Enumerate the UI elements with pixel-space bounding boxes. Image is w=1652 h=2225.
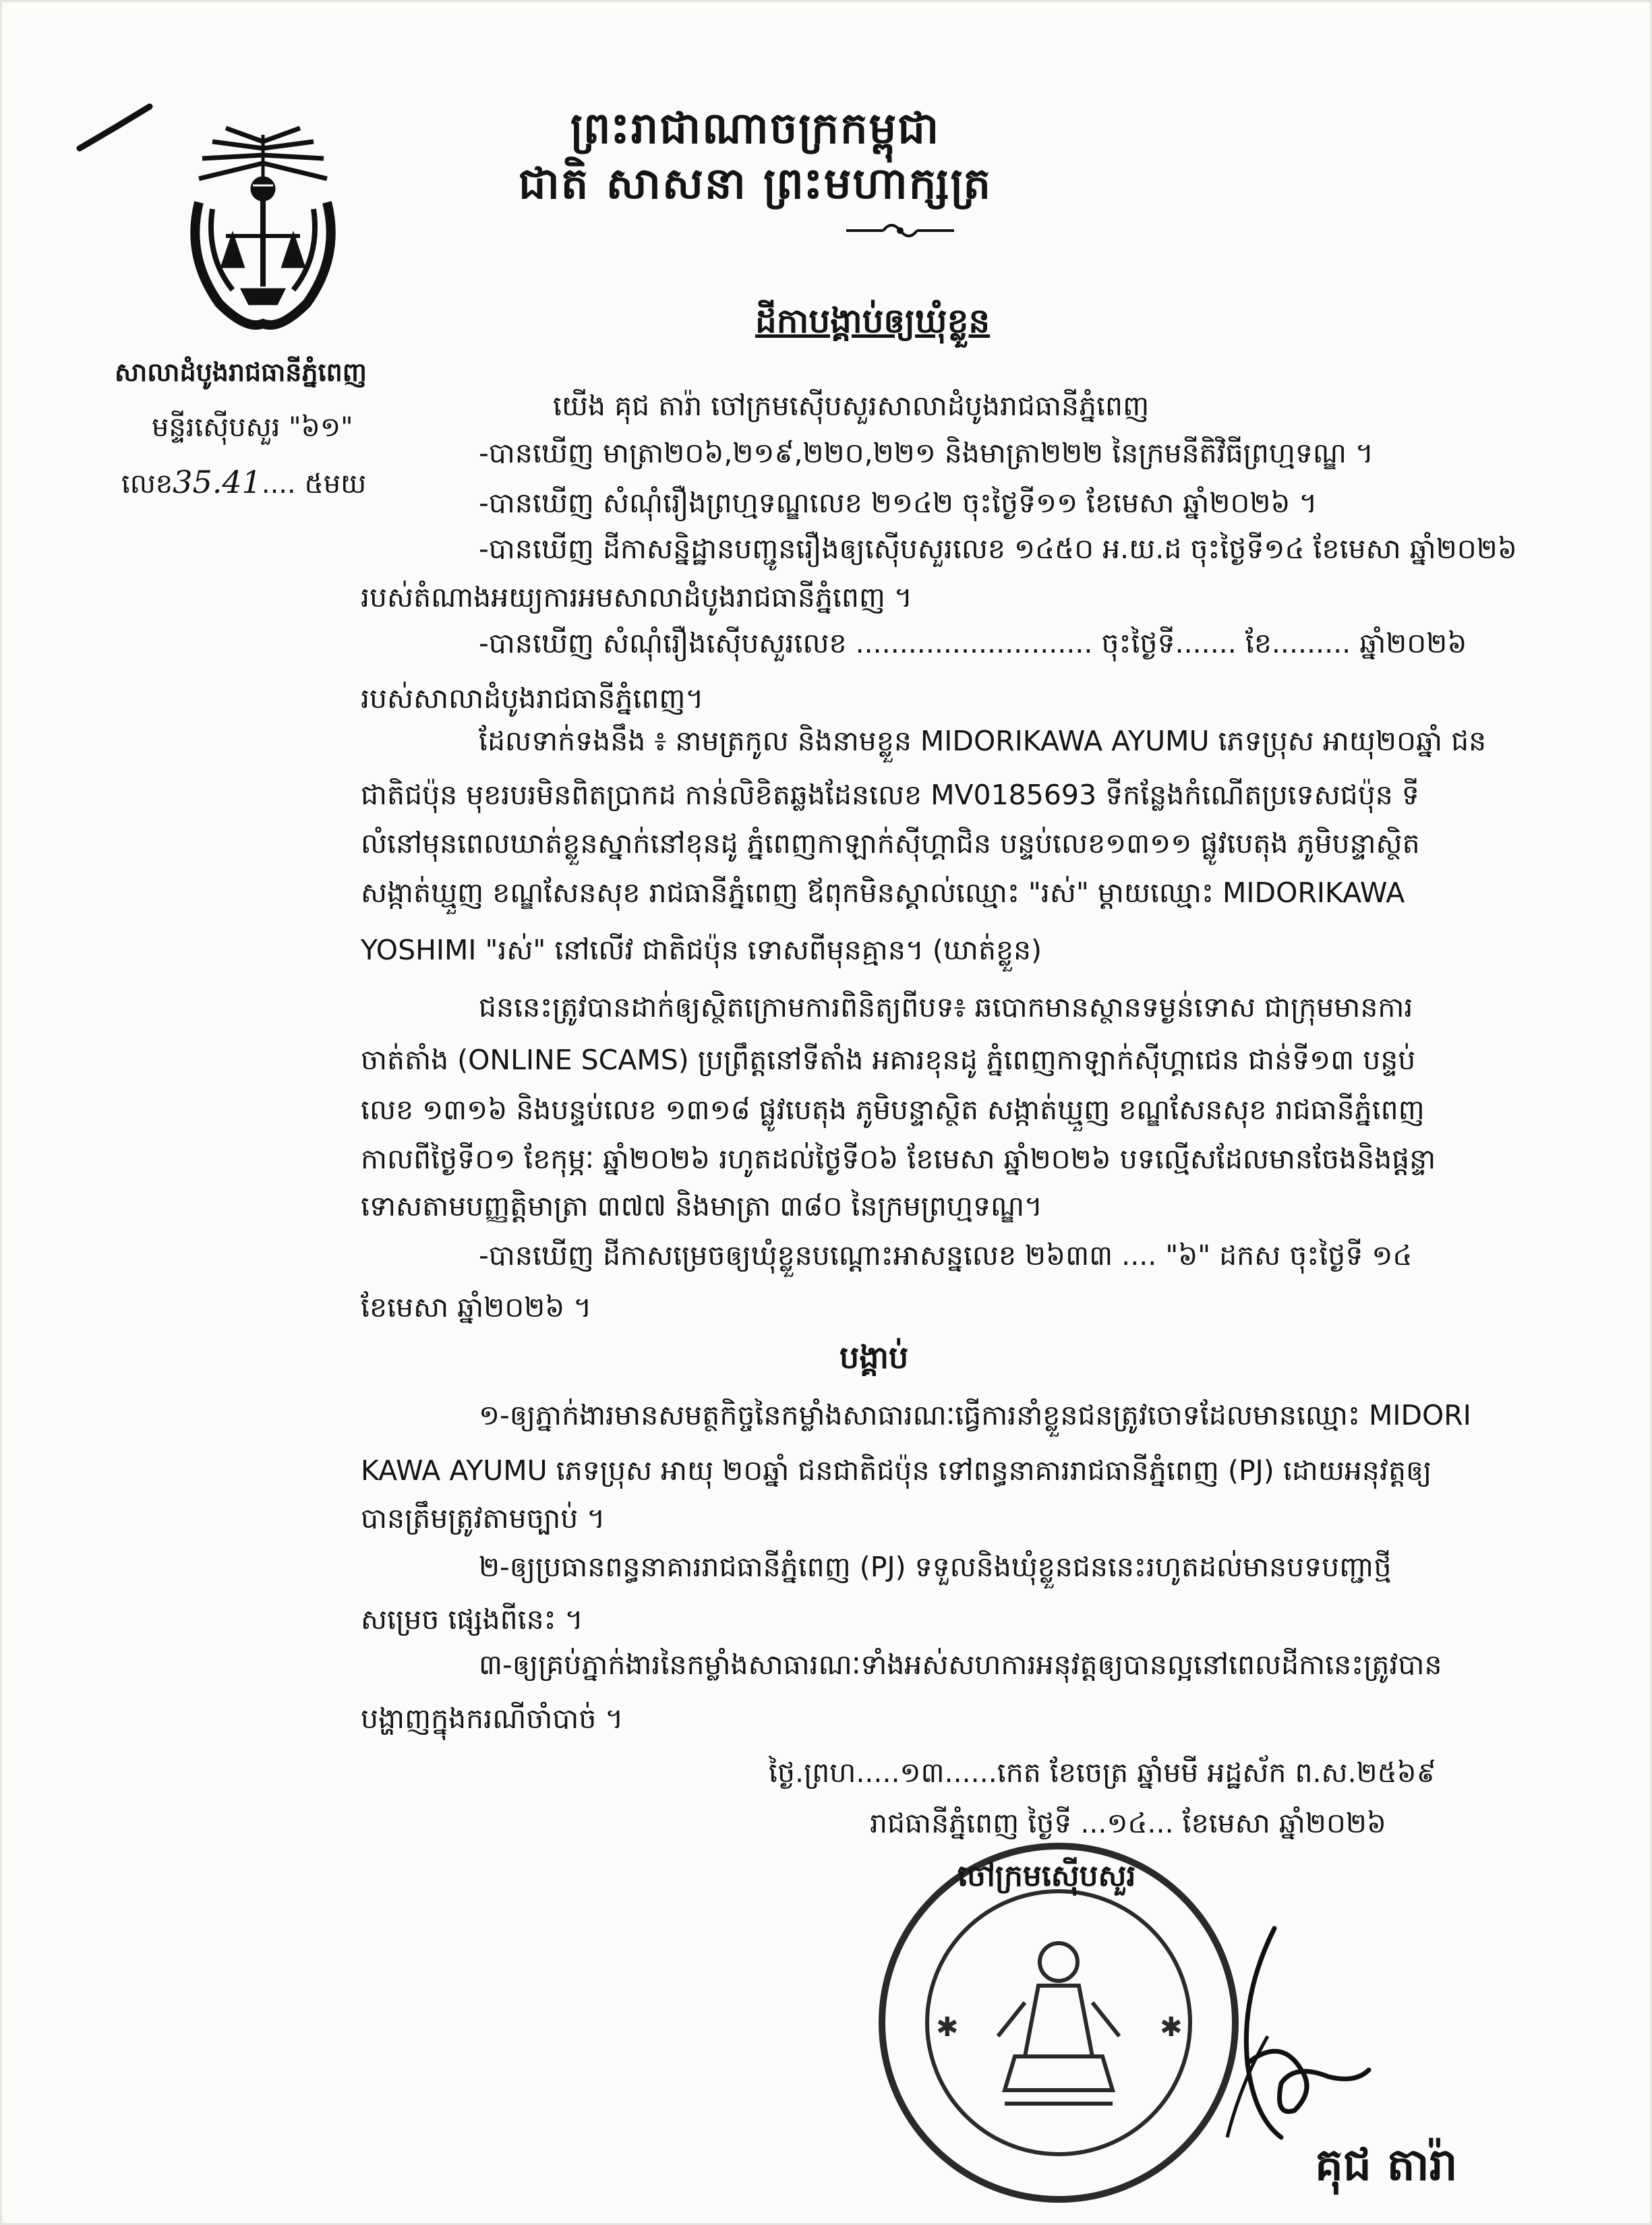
body-line-intro: យើង គុជ តារ៉ា ចៅក្រមស៊ើបសួរសាលាដំបូងរាជធានីភ្នំពេញ [553, 390, 1150, 422]
body-line: ទោសតាមបញ្ញត្តិមាត្រា ៣៧៧ និងមាត្រា ៣៨០ នៃក្រមព្រហ្មទណ្ឌ។ [361, 1190, 1043, 1222]
body-line: -បានឃើញ ដីកាសម្រេចឲ្យឃុំខ្លួនបណ្ដោះអាសន្នលេខ ២៦៣៣ .... "៦" ដកស ចុះថ្ងៃទី ១៤ [479, 1239, 1413, 1272]
body-line: របស់សាលាដំបូងរាជធានីភ្នំពេញ។ [361, 682, 704, 715]
pen-mark-icon [74, 101, 155, 155]
divider-ornament-icon [843, 217, 957, 244]
body-line: ចាត់តាំង (ONLINE SCAMS) ប្រព្រឹត្តនៅទីតាំង អគារខុនដូ ភ្នំពេញកាឡាក់ស៊ីហ្គាជេន ជាន់ទី១៣ បន្ទប់ [361, 1044, 1416, 1076]
signer-name: គុជ តារ៉ា [1315, 2139, 1458, 2191]
body-line: សង្កាត់ឃ្មួញ ខណ្ឌសែនសុខ រាជធានីភ្នំពេញ ឪពុកមិនស្គាល់ឈ្មោះ "រស់" ម្ដាយឈ្មោះ MIDORIKAWA [361, 877, 1405, 909]
body-line: កាលពីថ្ងៃទី០១ ខែកុម្ភៈ ឆ្នាំ២០២៦ រហូតដល់ថ្ងៃទី០៦ ខែមេសា ឆ្នាំ២០២៦ បទល្មើសដែលមានចែងនិងផ្ដន្ទា [361, 1143, 1436, 1175]
body-line: ដែលទាក់ទងនឹង ៖ នាមត្រកូល និងនាមខ្លួន MIDORIKAWA AYUMU ភេទប្រុស អាយុ២០ឆ្នាំ ជន [479, 725, 1487, 757]
order-line: សម្រេច ផ្សេងពីនេះ ។ [361, 1603, 583, 1636]
body-line: ខែមេសា ឆ្នាំ២០២៦ ។ [361, 1291, 592, 1324]
body-line: លំនៅមុនពេលឃាត់ខ្លួនស្នាក់នៅខុនដូ ភ្នំពេញកាឡាក់ស៊ីហ្គាជិន បន្ទប់លេខ១៣១១ ផ្លូវបេតុង ភូមិបន្ទាស្ថិត [361, 827, 1420, 860]
body-line: -បានឃើញ ដីកាសន្និដ្ឋានបញ្ជូនរឿងឲ្យស៊ើបសួរលេខ ១៤៥០ អ.យ.ដ ចុះថ្ងៃទី១៤ ខែមេសា ឆ្នាំ២០២៦ [479, 533, 1517, 565]
order-line: បានត្រឹមត្រូវតាមច្បាប់ ។ [361, 1502, 606, 1535]
body-line: YOSHIMI "រស់" នៅលើវ ជាតិជប៉ុន ទោសពីមុនគ្មាន។ (ឃាត់ខ្លួន) [361, 934, 1042, 966]
handwritten-signature [1200, 1915, 1396, 2158]
order-line: ២-ឲ្យប្រធានពន្ធនាគាររាជធានីភ្នំពេញ (PJ) ទទួលនិងឃុំខ្លួនជននេះរហូតដល់មានបទបញ្ជាថ្មី [479, 1551, 1392, 1583]
ref-number-handwritten: 35.41 [173, 464, 262, 500]
ref-prefix: លេខ [121, 469, 173, 500]
office-id-label: មន្ទីរស៊ើបសួរ "៦១" [152, 412, 353, 443]
signatory-title: ចៅក្រមស៊ើបសួរ [957, 1859, 1136, 1893]
svg-text:✱: ✱ [936, 2012, 959, 2043]
svg-text:✱: ✱ [1160, 2012, 1183, 2043]
body-line: -បានឃើញ សំណុំរឿងព្រហ្មទណ្ឌលេខ ២១៤២ ចុះថ្ងៃទី១១ ខែមេសា ឆ្នាំ២០២៦ ។ [479, 487, 1318, 519]
order-heading: បង្គាប់ [839, 1339, 909, 1375]
reference-number [121, 464, 366, 506]
body-line: ជននេះត្រូវបានដាក់ឲ្យស្ថិតក្រោមការពិនិត្យពីបទ៖ ឆបោកមានស្ថានទម្ងន់ទោស ជាក្រុមមានការ [479, 991, 1413, 1023]
order-line: KAWA AYUMU ភេទប្រុស អាយុ ២០ឆ្នាំ ជនជាតិជប៉ុន ទៅពន្ធនាគាររាជធានីភ្នំពេញ (PJ) ដោយអនុវត្តឲ្យ [361, 1454, 1432, 1487]
ref-suffix: .... ៥មយ [261, 469, 367, 500]
body-line: របស់តំណាងអយ្យការអមសាលាដំបូងរាជធានីភ្នំពេញ ។ [361, 581, 913, 614]
gregorian-date-line: រាជធានីភ្នំពេញ ថ្ងៃទី ...១៤... ខែមេសា ឆ្នាំ២០២៦ [870, 1807, 1386, 1839]
national-title-line-1: ព្រះរាជាណាចក្រកម្ពុជា [570, 104, 941, 154]
lunar-date-line: ថ្ងៃ.ព្រហ.....១៣......កេត ខែចេត្រ ឆ្នាំមមី អដ្ឋស័ក ព.ស.២៥៦៩ [769, 1756, 1436, 1789]
order-line: បង្ហាញក្នុងករណីចាំបាច់ ។ [361, 1702, 624, 1735]
body-line: លេខ ១៣១៦ និងបន្ទប់លេខ ១៣១៨ ផ្លូវបេតុង ភូមិបន្ទាស្ថិត សង្កាត់ឃ្មួញ ខណ្ឌសែនសុខ រាជធានីភ្នំពេញ [361, 1094, 1425, 1126]
order-line: ៣-ឲ្យគ្រប់ភ្នាក់ងារនៃកម្លាំងសាធារណៈទាំងអស់សហការអនុវត្តឲ្យបានល្អនៅពេលដីកានេះត្រូវបាន [479, 1649, 1442, 1681]
national-title-line-2: ជាតិ សាសនា ព្រះមហាក្សត្រ [518, 159, 993, 209]
body-line: -បានឃើញ មាត្រា២០៦,២១៩,២២០,២២១ និងមាត្រា២២២ នៃក្រមនីតិវិធីព្រហ្មទណ្ឌ ។ [479, 437, 1374, 469]
document-title: ដីកាបង្គាប់ឲ្យឃុំខ្លួន [755, 301, 991, 340]
court-name-label: សាលាដំបូងរាជធានីភ្នំពេញ [115, 357, 367, 387]
body-line: ជាតិជប៉ុន មុខរបរមិនពិតប្រាកដ កាន់លិខិតឆ្លងដែនលេខ MV0185693 ទីកន្លែងកំណើតប្រទេសជប៉ុន ទី [361, 779, 1419, 811]
order-line: ១-ឲ្យភ្នាក់ងារមានសមត្ថកិច្ចនៃកម្លាំងសាធារណៈធ្វើការនាំខ្លួនជនត្រូវចោទដែលមានឈ្មោះ MIDORI [479, 1399, 1471, 1431]
body-line: -បានឃើញ សំណុំរឿងស៊ើបសួរលេខ ........................... ចុះថ្ងៃទី....... ខែ......... ឆ្នាំ២០២៦ [479, 627, 1467, 659]
